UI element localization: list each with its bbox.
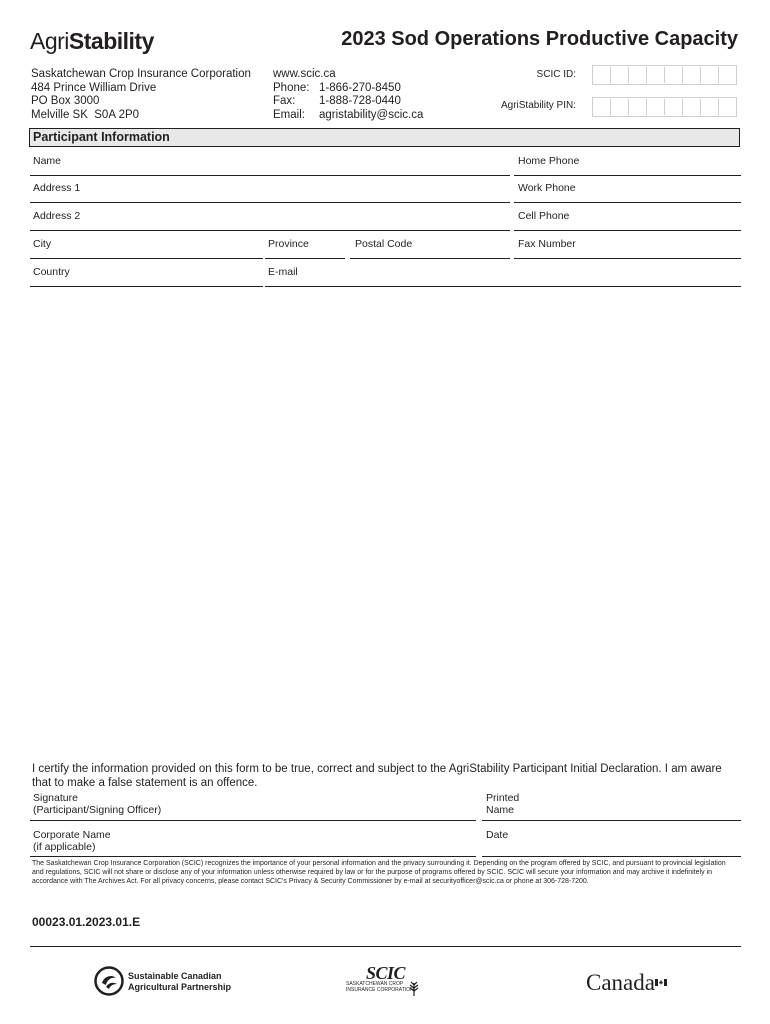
agristability-logo: AgriStability xyxy=(30,28,154,54)
city-field[interactable] xyxy=(30,258,263,259)
country-label: Country xyxy=(33,266,70,278)
work-phone-label: Work Phone xyxy=(518,182,576,194)
fax-number-contact: 1-888-728-0440 xyxy=(319,95,401,107)
signature-label: Signature xyxy=(33,792,78,804)
partnership-logo-icon xyxy=(94,966,124,996)
address2-label: Address 2 xyxy=(33,210,81,222)
footer-divider xyxy=(30,946,741,947)
pin-input[interactable] xyxy=(592,97,737,117)
home-phone-field[interactable] xyxy=(514,175,741,176)
country-field[interactable] xyxy=(30,286,263,287)
website: www.scic.ca xyxy=(273,68,336,80)
privacy-notice: The Saskatchewan Crop Insurance Corporation (SCIC) recognizes the importance of your personal information and the privacy surrounding it. Depending on the program offered by SCIC, and pursuant to provincial legislation and regulations, SCIC will not share or disclose any of your information unless otherwise required by law or for the purpose of programs offered by SCIC. SCIC will secure your information and may archive it indefinitely in accordance with The Archives Act. For all privacy concerns, please contact SCIC's Privacy & Security Commissioner by e-mail at securityofficer@scic.ca or phone at 306-728-7200. xyxy=(32,860,726,885)
phone-label: Phone: xyxy=(273,81,310,94)
name-field[interactable] xyxy=(30,175,510,176)
certification-statement: I certify the information provided on this form to be true, correct and subject to the AgriStability Participant Initial Declaration. I am aware that to make a false statement is an offence. xyxy=(32,763,722,789)
province-field[interactable] xyxy=(265,258,345,259)
fax-number-field[interactable] xyxy=(514,258,741,259)
cell-phone-field[interactable] xyxy=(514,230,741,231)
fax-number-label: Fax Number xyxy=(518,238,576,250)
email-field[interactable] xyxy=(265,286,741,287)
address2-field[interactable] xyxy=(30,230,510,231)
phone-number: 1-866-270-8450 xyxy=(319,81,401,94)
corporate-name-field[interactable] xyxy=(30,856,476,857)
scic-logo: SCIC xyxy=(366,963,406,983)
participant-section-header xyxy=(29,128,740,147)
partnership-logo-text: Sustainable Canadian Agricultural Partnership xyxy=(128,971,232,992)
pin-label: AgriStability PIN: xyxy=(500,100,576,111)
address1-label: Address 1 xyxy=(33,182,81,194)
email-address: agristability@scic.ca xyxy=(319,108,424,121)
canada-wordmark: Canada xyxy=(586,970,655,995)
signature-field[interactable] xyxy=(30,820,476,821)
signature-sub-label: (Participant/Signing Officer) xyxy=(33,804,162,816)
scic-id-input[interactable] xyxy=(592,65,737,85)
form-title: 2023 Sod Operations Productive Capacity xyxy=(341,28,738,50)
postal-code-label: Postal Code xyxy=(355,238,413,250)
scic-id-label: SCIC ID: xyxy=(536,69,576,80)
form-number: 00023.01.2023.01.E xyxy=(32,915,141,929)
wheat-icon xyxy=(408,980,420,996)
email-label: Email: xyxy=(273,108,305,121)
scic-logo-subtitle: SASKATCHEWAN CROP INSURANCE CORPORATION xyxy=(346,981,414,993)
city-label: City xyxy=(33,238,52,250)
printed-name-label: Name xyxy=(486,804,515,816)
canada-flag-icon xyxy=(655,973,667,980)
home-phone-label: Home Phone xyxy=(518,155,580,167)
address1-field[interactable] xyxy=(30,202,510,203)
name-label: Name xyxy=(33,155,62,167)
date-field[interactable] xyxy=(482,856,741,857)
email-field-label: E-mail xyxy=(268,266,298,278)
section-title: Participant Information xyxy=(33,130,170,144)
province-label: Province xyxy=(268,238,309,250)
work-phone-field[interactable] xyxy=(514,202,741,203)
corporate-sub-label: (if applicable) xyxy=(33,841,96,853)
corporate-name-label: Corporate Name xyxy=(33,829,111,841)
postal-code-field[interactable] xyxy=(350,258,510,259)
org-address: Saskatchewan Crop Insurance Corporation 484 Prince William Drive PO Box 3000 Melville SK S0A 2P0 xyxy=(31,68,251,121)
date-label: Date xyxy=(486,829,509,841)
printed-label: Printed xyxy=(486,792,520,804)
printed-name-field[interactable] xyxy=(482,820,741,821)
cell-phone-label: Cell Phone xyxy=(518,210,570,222)
fax-label: Fax: xyxy=(273,95,296,107)
